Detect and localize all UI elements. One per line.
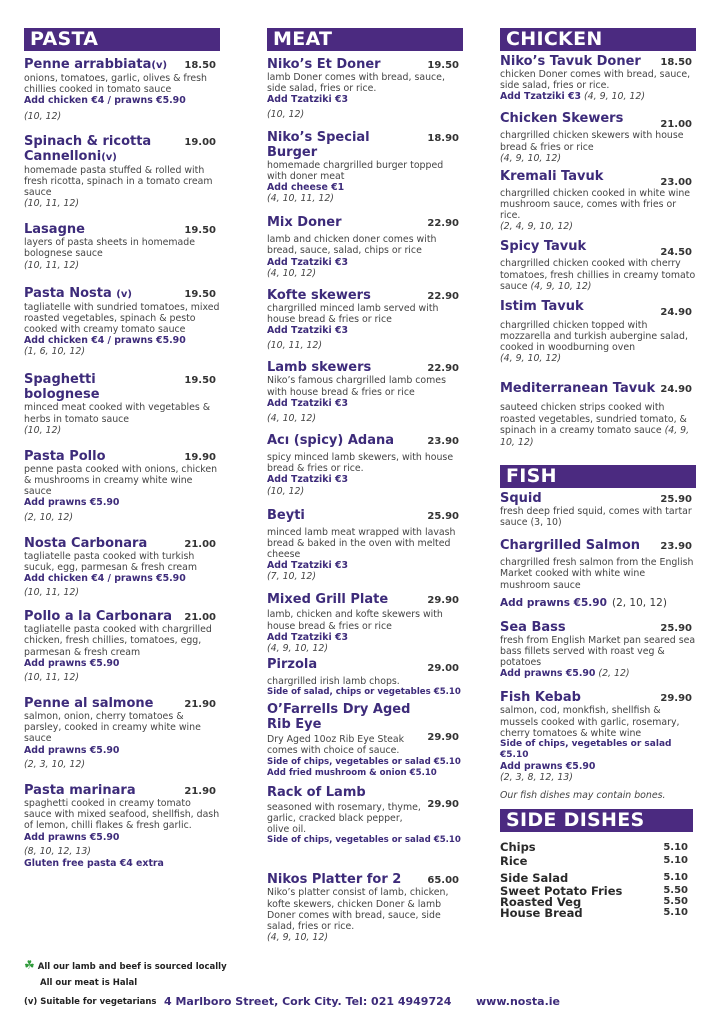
item-description: chargrilled irish lamb chops. [267,676,400,688]
item-name: Sea Bass [500,619,566,635]
side-dish-price: 5.10 [663,872,688,884]
chicken-header: CHICKEN [500,28,696,51]
item-addon: Add prawns €5.90 [500,761,596,773]
item-name: Istim Tavuk [500,298,584,314]
item-name: Beyti [267,507,305,523]
item-name: Chicken Skewers [500,111,624,127]
item-addon: Add Tzatziki €3 [267,397,349,409]
item-price: 23.90 [427,436,459,448]
item-addon: Add Tzatziki €3 [500,91,582,103]
item-addon: Add Tzatziki €3 [267,256,349,268]
side-dish-row [500,840,696,855]
side-dish-price: 5.50 [663,885,688,897]
side-dish-name: Chips [500,840,536,855]
item-price: 21.90 [184,785,216,797]
item-price: 24.90 [660,306,692,318]
item-name: Pirzola [267,657,318,673]
item-name: Spaghetti bolognese [24,372,100,403]
side-dish-price: 5.10 [663,855,688,867]
item-addon: Add fried mushroom & onion €5.10 [267,767,437,778]
item-allergens: (2, 10, 12) [24,511,74,523]
sourcing-notes [24,957,227,991]
side-dish-name: Side Salad [500,871,569,886]
item-allergens: (4, 9, 10, 12) [267,643,328,655]
item-name: Mix Doner [267,215,342,231]
item-description: chargrilled chicken skewers with house bread & fries or rice [500,130,684,153]
item-addon: Add chicken €4 / prawns €5.90 [24,335,186,347]
item-allergens: (4, 9, 10, 12) [500,424,690,448]
menu-item [24,372,220,436]
item-allergens: (1, 6, 10, 12) [24,346,85,358]
item-side-option: Side of chips, vegetables or salad €5.10 [500,739,672,761]
item-name: Lasagne [24,222,85,238]
item-price: 18.90 [427,132,459,144]
item-allergens: (2, 10, 12) [611,596,667,609]
item-allergens: (4, 9, 10, 12) [267,932,328,944]
menu-item [24,222,220,271]
item-description: onions, tomatoes, garlic, olives & fresh chillies cooked in tomato sauce [24,73,207,96]
item-name: Lamb skewers [267,360,372,376]
item-price: 25.90 [660,622,692,634]
item-description: chargrilled chicken cooked with cherry tomatoes, fresh chillies in creamy tomato sauce [500,258,696,292]
item-name: Fish Kebab [500,690,581,706]
item-name: Penne al salmone [24,696,154,712]
side-dish-name: Roasted Veg [500,895,582,910]
item-price: 29.90 [427,732,459,744]
item-addon: Add cheese €1 [267,182,345,194]
item-allergens: (7, 10, 12) [267,571,317,583]
item-addon: Add prawns €5.90 [500,596,607,609]
item-price: 21.00 [184,612,216,624]
menu-item [267,130,463,206]
item-side-option: Side of salad, chips or vegetables €5.10 [267,687,461,698]
item-name: Penne arrabbiata [24,57,152,72]
halal-note: All our meat is Halal [40,978,138,988]
menu-item [500,299,696,366]
item-allergens: (4, 9, 10, 12) [584,91,645,103]
menu-item [24,57,220,123]
item-description: chargrilled chicken cooked in white wine mushroom sauce, comes with fries or rice. [500,187,691,222]
item-allergens: (10, 11, 12) [267,340,323,352]
item-price: 65.00 [427,875,459,887]
menu-item [500,239,696,292]
item-price: 19.50 [184,225,216,237]
item-price: 19.90 [184,451,216,463]
veg-marker: (v) [116,288,132,300]
item-description: lamb and chicken doner comes with bread, sauce, salad, chips or rice [267,234,437,257]
item-price: 19.50 [427,60,459,71]
item-price: 22.90 [427,218,459,230]
item-price: 19.50 [184,288,216,300]
item-description: lamb Doner comes with bread, sauce, side salad, fries or rice. [267,72,445,95]
pasta-column [24,28,220,869]
side-dish-row [500,855,696,867]
item-side-option: Side of chips, vegetables or salad €5.10 [267,835,461,846]
item-price: 29.90 [427,798,459,810]
item-addon: Add Tzatziki €3 [267,474,349,486]
item-price: 25.90 [427,510,459,522]
item-addon: Add prawns €5.90 [24,497,120,509]
item-description: chargrilled minced lamb served with house bread & fries or rice [267,302,439,326]
menu-item [24,134,220,211]
side-dishes-list [500,840,696,919]
item-allergens: (4, 9, 10, 12) [500,353,561,365]
item-allergens: (2, 3, 10, 12) [24,758,85,770]
item-price: 29.90 [660,693,692,705]
item-description: sauteed chicken strips cooked with roasted vegetables, sundried tomato, & spinach in a creamy tomato sauce [500,402,687,436]
menu-item [24,609,220,684]
veg-marker: (v) [101,151,117,163]
item-allergens: (4, 9, 10, 12) [530,280,592,292]
item-description: fresh deep fried squid, comes with tartar sauce [500,505,692,529]
item-price: 21.90 [184,699,216,711]
side-dishes-header: SIDE DISHES [500,809,693,832]
item-price: 24.90 [660,384,692,396]
item-price: 21.00 [184,538,216,550]
item-name: Acı (spicy) Adana [267,433,395,449]
menu-item [500,54,696,103]
item-side-option: Side of chips, vegetables or salad €5.10 [267,756,461,767]
veg-legend: (v) Suitable for vegetarians [24,997,157,1007]
item-name: Nosta Carbonara [24,535,148,551]
item-price: 24.50 [660,247,692,259]
item-name: Kremali Tavuk [500,168,604,184]
address: 4 Marlboro Street, Cork City. Tel: 021 4949724 [164,995,452,1008]
chicken-column [500,28,696,919]
item-name: Mediterranean Tavuk [500,381,656,397]
item-addon: Add prawns €5.90 [24,744,120,756]
item-addon: Add Tzatziki €3 [267,94,349,106]
side-dish-price: 5.10 [663,842,688,854]
side-dish-row [500,871,696,885]
item-description: spaghetti cooked in creamy tomato sauce with mixed seafood, shellfish, dash of lemon, chilli flakes & fresh garlic. [24,797,220,832]
fish-header: FISH [500,465,696,488]
menu-item [267,433,463,498]
item-description: seasoned with rosemary, thyme, garlic, cracked black pepper, olive oil. [267,801,421,836]
item-allergens: (3, 10) [530,517,562,529]
item-price: 21.00 [660,119,692,131]
menu-item [267,657,463,698]
item-price: 23.90 [660,541,692,553]
item-name: Spicy Tavuk [500,239,587,255]
item-description: lamb, chicken and kofte skewers with house bread & fries or rice [267,609,443,632]
item-name: Pasta Nosta [24,285,112,301]
item-allergens: (2, 3, 8, 12, 13) [500,772,573,784]
item-allergens: (10, 11, 12) [24,587,80,599]
item-addon: Add prawns €5.90 [24,831,120,843]
item-description: Dry Aged 10oz Rib Eye Steak comes with choice of sauce. [267,734,405,757]
menu-item [500,620,696,681]
item-price: 19.00 [184,136,216,148]
item-addon: Add chicken €4 / prawns €5.90 [24,573,186,585]
item-name: Kofte skewers [267,287,371,303]
website-link[interactable]: www.nosta.ie [476,995,560,1008]
item-name: Niko’s Special Burger [267,129,370,160]
shamrock-icon: ☘ [24,958,35,972]
item-description: fresh from English Market pan seared sea bass fillets served with roast veg & potatoes [500,634,696,669]
item-allergens: (10, 11, 12) [24,259,80,271]
item-description: homemade chargrilled burger topped with doner meat [267,159,444,182]
item-name: Niko’s Et Doner [267,57,381,72]
menu-item [24,783,220,869]
menu-item [267,785,463,847]
menu-item [500,538,696,610]
menu-item [24,449,220,524]
item-name: Niko’s Tavuk Doner [500,54,641,69]
item-price: 22.90 [427,363,459,375]
item-description: layers of pasta sheets in homemade bolognese sauce [24,237,195,260]
item-allergens: (10, 12) [267,108,305,120]
menu-item [267,57,463,121]
item-addon: Add prawns €5.90 [24,657,120,669]
side-dish-row [500,907,696,919]
side-dish-price: 5.50 [663,896,688,908]
meat-column [267,28,463,944]
item-price: 18.50 [660,57,692,68]
item-allergens: (10, 11, 12) [24,198,80,210]
item-name: Pasta Pollo [24,448,106,464]
item-description: penne pasta cooked with onions, chicken & mushrooms in creamy white wine sauce [24,463,218,498]
item-description: homemade pasta stuffed & rolled with fresh ricotta, spinach in a tomato cream sauce [24,164,213,199]
item-description: tagliatelle pasta cooked with turkish sucuk, egg, parmesan & fresh cream [24,550,198,573]
item-allergens: (2, 12) [598,668,630,680]
item-description: chargrilled chicken topped with mozzarella and turkish aubergine salad, cooked in woodburning oven [500,319,688,354]
menu-item [500,690,696,784]
item-addon: Add chicken €4 / prawns €5.90 [24,95,186,107]
menu-item [500,491,696,528]
item-name: Squid [500,490,542,506]
item-description: chicken Doner comes with bread, sauce, side salad, fries or rice. [500,69,691,92]
item-description: tagliatelle with sundried tomatoes, mixed roasted vegetables, spinach & pesto cooked with creamy tomato sauce [24,301,220,336]
side-dish-name: Sweet Potato Fries [500,884,623,899]
menu-item [500,111,696,164]
menu-item [500,381,696,448]
item-allergens: (4, 10, 11, 12) [267,193,334,205]
menu-item [267,592,463,655]
item-price: 29.00 [427,663,459,675]
item-name: O’Farrells Dry Aged Rib Eye [267,702,411,733]
menu-item [24,536,220,600]
side-dish-name: House Bread [500,906,583,921]
item-addon: Add prawns €5.90 [500,668,596,680]
item-addon: Add Tzatziki €3 [267,631,349,643]
item-price: 29.90 [427,595,459,607]
item-description: tagliatelle pasta cooked with chargrilled chicken, fresh chillies, tomatoes, egg, parmesan & fresh cream [24,624,212,658]
fish-bones-note: Our fish dishes may contain bones. [500,790,666,802]
item-addon: Add Tzatziki €3 [267,560,349,572]
item-name: Rack of Lamb [267,784,366,800]
gluten-free-note: Gluten free pasta €4 extra [24,857,164,869]
item-allergens: (4, 10, 12) [267,267,317,279]
item-description: minced meat cooked with vegetables & herbs in tomato sauce [24,402,211,425]
item-allergens: (10, 11, 12) [24,672,80,684]
item-price: 25.90 [660,493,692,505]
item-description: salmon, cod, monkfish, shellfish & mussels cooked with garlic, rosemary, cherry tomatoes & white wine [500,705,680,739]
menu-item [267,702,463,778]
item-description: spicy minced lamb skewers, with house bread & fries or rice. [267,452,454,475]
item-allergens: (8, 10, 12, 13) [24,845,91,857]
menu-item [267,288,463,353]
meat-header: MEAT [267,28,463,51]
item-allergens: (4, 10, 12) [267,413,317,425]
item-price: 23.00 [660,176,692,188]
item-allergens: (4, 9, 10, 12) [500,152,561,164]
veg-marker: (v) [151,60,168,71]
menu-item [267,508,463,584]
menu-item [24,696,220,771]
item-name: Mixed Grill Plate [267,592,389,608]
menu-item [24,286,220,359]
item-price: 22.90 [427,290,459,302]
item-name: Spinach & ricotta Cannelloni [24,133,152,164]
item-allergens: (10, 12) [24,110,62,122]
item-allergens: (10, 12) [267,485,305,497]
item-name: Nikos Platter for 2 [267,872,402,888]
item-addon: Add Tzatziki €3 [267,325,349,337]
item-price: 18.50 [184,60,216,71]
item-allergens: (10, 12) [24,424,62,436]
item-allergens: (2, 4, 9, 10, 12) [500,221,573,233]
item-description: Niko’s platter consist of lamb, chicken, kofte skewers, chicken Doner & lamb Doner comes with bread, sauce, side salad, fries or rice. [267,887,449,932]
item-price: 19.50 [184,375,216,387]
pasta-header: PASTA [24,28,220,51]
item-description: chargrilled fresh salmon from the English Market cooked with white wine mushroom sauce [500,557,694,591]
item-description: salmon, onion, cherry tomatoes & parsley, cooked in creamy white wine sauce [24,711,201,745]
menu-item [267,360,463,425]
item-description: Niko’s famous chargrilled lamb comes with house bread & fries or rice [267,375,446,398]
side-dish-name: Rice [500,854,528,869]
lamb-note: All our lamb and beef is sourced locally [37,962,227,972]
menu-item [267,215,463,280]
item-name: Chargrilled Salmon [500,538,641,554]
menu-item [500,169,696,234]
side-dish-price: 5.10 [663,907,688,919]
item-name: Pollo a la Carbonara [24,609,173,625]
item-name: Pasta marinara [24,782,136,798]
item-description: minced lamb meat wrapped with lavash bread & baked in the oven with melted cheese [267,526,456,561]
menu-item [267,872,463,944]
